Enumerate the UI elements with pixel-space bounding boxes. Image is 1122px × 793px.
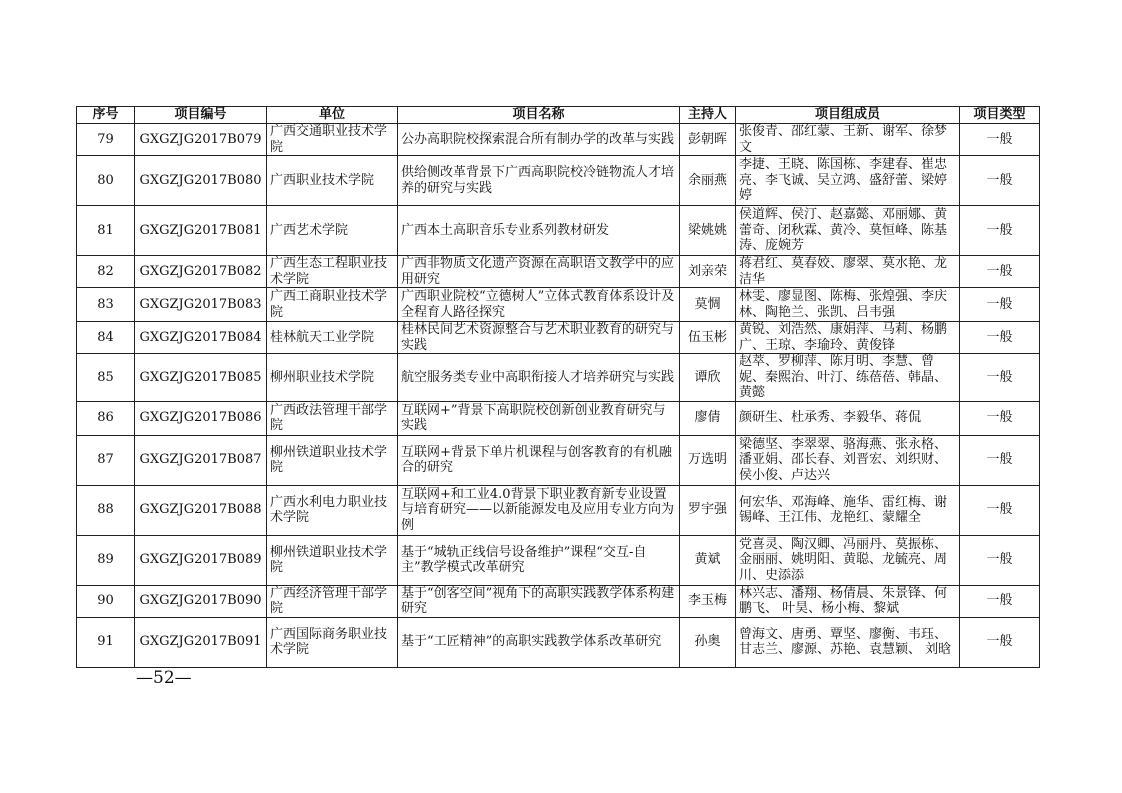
cell-project-type: 一般 bbox=[960, 535, 1040, 585]
cell-unit: 广西国际商务职业技术学院 bbox=[267, 617, 398, 667]
cell-num: 87 bbox=[77, 435, 135, 485]
cell-project-name: 广西本土高职音乐专业系列教材研发 bbox=[398, 206, 680, 256]
header-members: 项目组成员 bbox=[736, 107, 960, 124]
cell-unit: 广西水利电力职业技术学院 bbox=[267, 485, 398, 535]
cell-leader: 梁姚姚 bbox=[680, 206, 736, 256]
table-body bbox=[77, 124, 1040, 668]
cell-num: 89 bbox=[77, 535, 135, 585]
table-row bbox=[77, 322, 1040, 354]
cell-project-type: 一般 bbox=[960, 585, 1040, 617]
cell-leader: 孙奥 bbox=[680, 617, 736, 667]
cell-project-code: GXGZJG2017B091 bbox=[135, 617, 267, 667]
cell-num: 86 bbox=[77, 401, 135, 435]
header-leader: 主持人 bbox=[680, 107, 736, 124]
table-row bbox=[77, 617, 1040, 667]
cell-project-code: GXGZJG2017B083 bbox=[135, 288, 267, 322]
cell-unit: 广西经济管理干部学院 bbox=[267, 585, 398, 617]
cell-leader: 万选明 bbox=[680, 435, 736, 485]
header-code: 项目编号 bbox=[135, 107, 267, 124]
cell-project-type: 一般 bbox=[960, 124, 1040, 156]
cell-num: 84 bbox=[77, 322, 135, 354]
cell-members: 黄锐、刘浩然、康娟萍、马莉、杨鹏广、王琼、李瑜玲、黄俊锋 bbox=[736, 322, 960, 354]
cell-project-type: 一般 bbox=[960, 322, 1040, 354]
cell-project-code: GXGZJG2017B082 bbox=[135, 256, 267, 288]
cell-leader: 莫惆 bbox=[680, 288, 736, 322]
cell-num: 83 bbox=[77, 288, 135, 322]
cell-project-code: GXGZJG2017B084 bbox=[135, 322, 267, 354]
cell-members: 张俊青、邵红蒙、王新、谢军、徐梦文 bbox=[736, 124, 960, 156]
cell-project-name: 公办高职院校探索混合所有制办学的改革与实践 bbox=[398, 124, 680, 156]
cell-members: 林雯、廖显图、陈梅、张煌强、李庆林、陶艳兰、张凯、吕韦强 bbox=[736, 288, 960, 322]
table-row bbox=[77, 354, 1040, 402]
cell-leader: 刘亲荣 bbox=[680, 256, 736, 288]
cell-members: 梁德坚、李翠翠、骆海燕、张永格、潘亚娟、邵长春、刘晋宏、刘织财、侯小俊、卢达兴 bbox=[736, 435, 960, 485]
cell-num: 80 bbox=[77, 156, 135, 206]
table-row bbox=[77, 535, 1040, 585]
cell-unit: 广西政法管理干部学院 bbox=[267, 401, 398, 435]
cell-num: 79 bbox=[77, 124, 135, 156]
cell-members: 颜研生、杜承秀、李毅华、蒋侃 bbox=[736, 401, 960, 435]
cell-project-name: 广西非物质文化遗产资源在高职语文教学中的应用研究 bbox=[398, 256, 680, 288]
cell-leader: 李玉梅 bbox=[680, 585, 736, 617]
table-row bbox=[77, 435, 1040, 485]
cell-project-code: GXGZJG2017B088 bbox=[135, 485, 267, 535]
cell-leader: 黄斌 bbox=[680, 535, 736, 585]
header-num: 序号 bbox=[77, 107, 135, 124]
cell-project-name: 桂林民间艺术资源整合与艺术职业教育的研究与实践 bbox=[398, 322, 680, 354]
cell-num: 90 bbox=[77, 585, 135, 617]
table-row bbox=[77, 401, 1040, 435]
cell-project-code: GXGZJG2017B080 bbox=[135, 156, 267, 206]
cell-leader: 廖倩 bbox=[680, 401, 736, 435]
header-name: 项目名称 bbox=[398, 107, 680, 124]
cell-members: 林兴志、潘翔、杨倩晨、朱景锋、何鹏飞、 叶昊、杨小梅、黎斌 bbox=[736, 585, 960, 617]
cell-unit: 桂林航天工业学院 bbox=[267, 322, 398, 354]
cell-project-name: 基于“创客空间”视角下的高职实践教学体系构建研究 bbox=[398, 585, 680, 617]
cell-unit: 广西艺术学院 bbox=[267, 206, 398, 256]
cell-members: 侯道辉、侯汀、赵嘉懿、邓丽娜、黄蕾奇、闭秋霖、黄冷、莫恒峰、陈基涛、庞婉芳 bbox=[736, 206, 960, 256]
cell-project-name: 互联网+”背景下高职院校创新创业教育研究与实践 bbox=[398, 401, 680, 435]
table-row bbox=[77, 156, 1040, 206]
cell-num: 82 bbox=[77, 256, 135, 288]
cell-unit: 广西生态工程职业技术学院 bbox=[267, 256, 398, 288]
table-row bbox=[77, 485, 1040, 535]
table-row bbox=[77, 206, 1040, 256]
cell-project-type: 一般 bbox=[960, 156, 1040, 206]
cell-unit: 柳州职业技术学院 bbox=[267, 354, 398, 402]
table-row bbox=[77, 288, 1040, 322]
page-number: —52— bbox=[136, 668, 192, 688]
cell-project-name: 广西职业院校“立德树人”立体式教育体系设计及全程育人路径探究 bbox=[398, 288, 680, 322]
cell-project-name: 基于“城轨正线信号设备维护”课程“交互-自主”教学模式改革研究 bbox=[398, 535, 680, 585]
cell-project-code: GXGZJG2017B090 bbox=[135, 585, 267, 617]
cell-leader: 罗宇强 bbox=[680, 485, 736, 535]
cell-project-type: 一般 bbox=[960, 256, 1040, 288]
cell-project-code: GXGZJG2017B081 bbox=[135, 206, 267, 256]
cell-project-code: GXGZJG2017B087 bbox=[135, 435, 267, 485]
cell-unit: 广西工商职业技术学院 bbox=[267, 288, 398, 322]
header-type: 项目类型 bbox=[960, 107, 1040, 124]
cell-members: 李捷、王晓、陈国栋、李建春、崔忠亮、李飞诚、吴立鸿、盛舒蕾、梁婷婷 bbox=[736, 156, 960, 206]
cell-project-type: 一般 bbox=[960, 485, 1040, 535]
cell-project-code: GXGZJG2017B085 bbox=[135, 354, 267, 402]
cell-project-name: 供给侧改革背景下广西高职院校冷链物流人才培养的研究与实践 bbox=[398, 156, 680, 206]
cell-project-name: 互联网+和工业4.0背景下职业教育新专业设置与培育研究——以新能源发电及应用专业方向为例 bbox=[398, 485, 680, 535]
table-row bbox=[77, 256, 1040, 288]
cell-unit: 广西职业技术学院 bbox=[267, 156, 398, 206]
cell-project-type: 一般 bbox=[960, 617, 1040, 667]
cell-members: 党喜灵、陶汉卿、冯丽丹、莫振栋、金丽丽、姚明阳、黄聪、龙毓亮、周川、史添添 bbox=[736, 535, 960, 585]
cell-project-type: 一般 bbox=[960, 401, 1040, 435]
cell-num: 81 bbox=[77, 206, 135, 256]
cell-leader: 余丽燕 bbox=[680, 156, 736, 206]
cell-project-type: 一般 bbox=[960, 354, 1040, 402]
cell-members: 何宏华、邓海峰、施华、雷红梅、谢锡峰、王江伟、龙艳红、蒙耀全 bbox=[736, 485, 960, 535]
cell-unit: 柳州铁道职业技术学院 bbox=[267, 535, 398, 585]
cell-members: 蒋君红、莫春姣、廖翠、莫水艳、龙洁华 bbox=[736, 256, 960, 288]
cell-project-type: 一般 bbox=[960, 435, 1040, 485]
table-row bbox=[77, 585, 1040, 617]
cell-unit: 柳州铁道职业技术学院 bbox=[267, 435, 398, 485]
cell-project-code: GXGZJG2017B086 bbox=[135, 401, 267, 435]
cell-leader: 谭欣 bbox=[680, 354, 736, 402]
header-unit: 单位 bbox=[267, 107, 398, 124]
cell-num: 91 bbox=[77, 617, 135, 667]
cell-members: 曾海文、唐勇、覃坚、廖衡、韦珏、甘志兰、廖源、苏艳、袁慧颖、 刘晗 bbox=[736, 617, 960, 667]
cell-project-type: 一般 bbox=[960, 288, 1040, 322]
cell-project-name: 基于“工匠精神”的高职实践教学体系改革研究 bbox=[398, 617, 680, 667]
cell-members: 赵萃、罗柳萍、陈月明、李慧、曾妮、秦熙治、叶汀、练蓓蓓、韩晶、黄懿 bbox=[736, 354, 960, 402]
cell-num: 85 bbox=[77, 354, 135, 402]
cell-project-name: 航空服务类专业中高职衔接人才培养研究与实践 bbox=[398, 354, 680, 402]
cell-leader: 彭朝晖 bbox=[680, 124, 736, 156]
cell-unit: 广西交通职业技术学院 bbox=[267, 124, 398, 156]
cell-project-type: 一般 bbox=[960, 206, 1040, 256]
project-table bbox=[76, 106, 1040, 668]
cell-project-code: GXGZJG2017B089 bbox=[135, 535, 267, 585]
cell-project-code: GXGZJG2017B079 bbox=[135, 124, 267, 156]
cell-project-name: 互联网+背景下单片机课程与创客教育的有机融合的研究 bbox=[398, 435, 680, 485]
cell-num: 88 bbox=[77, 485, 135, 535]
table-row bbox=[77, 124, 1040, 156]
cell-leader: 伍玉彬 bbox=[680, 322, 736, 354]
table-header-row bbox=[77, 107, 1040, 124]
